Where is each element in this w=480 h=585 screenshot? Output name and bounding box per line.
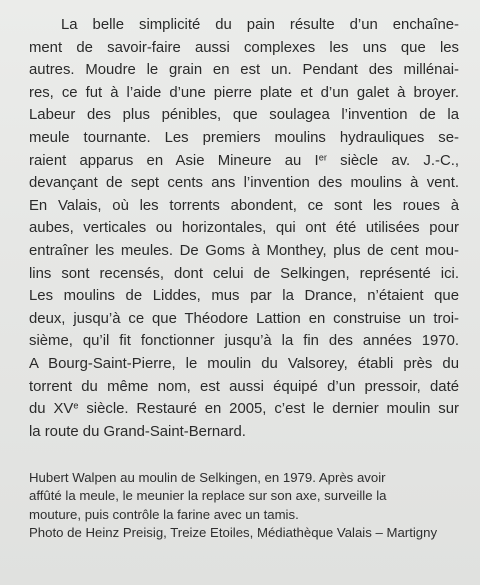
paragraph-line: deux, jusqu’à ce que Théodore Lattion en construise un troi-	[29, 310, 459, 327]
ordinal-superscript: er	[318, 151, 327, 162]
paragraph-line: A Bourg-Saint-Pierre, le moulin du Valsorey, établi près du	[29, 355, 459, 372]
caption-line: mouture, puis contrôle la farine avec un tamis.	[29, 506, 299, 522]
paragraph-line: aubes, verticales ou horizontales, qui ont été utilisées pour	[29, 220, 459, 237]
paragraph-line: la route du Grand-Saint-Bernard.	[29, 423, 246, 440]
paragraph-line: entraîner les meules. De Goms à Monthey, plus de cent mou-	[29, 242, 459, 259]
caption-line: Hubert Walpen au moulin de Selkingen, en 1979. Après avoir	[29, 470, 386, 485]
line-text: siècle av. J.-C.,	[326, 152, 459, 169]
ordinal-superscript: e	[73, 400, 79, 411]
paragraph-line: Les moulins de Liddes, mus par la Drance, n’étaient que	[29, 288, 459, 305]
paragraph-line: En Valais, où les torrents abondent, ce sont les roues à	[29, 197, 459, 214]
body-paragraph	[29, 14, 459, 443]
paragraph-line: La belle simplicité du pain résulte d’un enchaîne-	[61, 17, 459, 33]
paragraph-line: autres. Moudre le grain en est un. Pendant des millénai-	[29, 62, 459, 79]
line-text: siècle. Restauré en 2005, c’est le dernier moulin sur	[78, 401, 459, 418]
paragraph-line: Labeur des plus pénibles, que soulagea l’invention de la	[29, 107, 459, 124]
paragraph-line: torrent du même nom, est aussi équipé d’un pressoir, daté	[29, 378, 459, 395]
line-text: raient apparus en Asie Mineure au I	[29, 152, 319, 169]
paragraph-line	[29, 150, 459, 173]
line-text: du XV	[29, 401, 74, 418]
paragraph-line: ment de savoir-faire aussi complexes les uns que les	[29, 39, 459, 56]
photo-caption	[29, 469, 459, 542]
caption-line: affûté la meule, le meunier la replace sur son axe, surveille la	[29, 488, 387, 504]
photo-credit: Photo de Heinz Preisig, Treize Etoiles, Médiathèque Valais – Martigny	[29, 524, 438, 540]
paragraph-line: sième, qu’il fit fonctionner jusqu’à la fin des années 1970.	[29, 333, 459, 350]
paragraph-line: meule tournante. Les premiers moulins hydrauliques se-	[29, 129, 459, 146]
paragraph-line: devançant de sept cents ans l’invention des moulins à vent.	[29, 175, 459, 192]
paragraph-line: lins sont recensés, dont celui de Selkingen, représenté ici.	[29, 265, 459, 282]
paragraph-line: res, ce fut à l’aide d’une pierre plate et d’un galet à broyer.	[29, 84, 459, 101]
paragraph-line	[29, 398, 459, 421]
